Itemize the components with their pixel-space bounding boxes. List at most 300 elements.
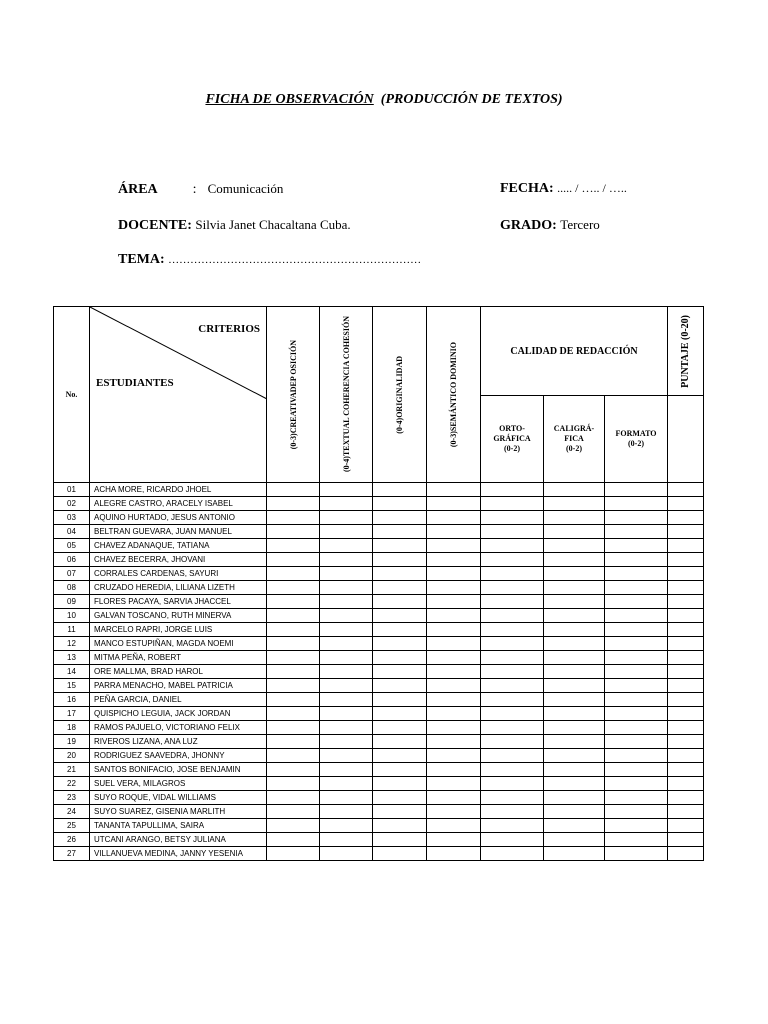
score-cell[interactable]	[267, 707, 320, 721]
score-cell[interactable]	[373, 623, 427, 637]
score-cell[interactable]	[320, 651, 373, 665]
score-cell[interactable]	[481, 525, 544, 539]
score-cell[interactable]	[481, 721, 544, 735]
row-number: 21	[54, 763, 90, 777]
table-row	[54, 679, 704, 693]
score-cell[interactable]	[544, 623, 605, 637]
table-row	[54, 791, 704, 805]
title-main: FICHA DE OBSERVACIÓN	[205, 92, 374, 107]
score-cell[interactable]	[373, 847, 427, 861]
score-cell[interactable]	[544, 511, 605, 525]
score-cell[interactable]	[605, 665, 668, 679]
sub-caligrafica-line2: FICA	[564, 434, 584, 443]
score-cell[interactable]	[668, 679, 704, 693]
score-cell[interactable]	[481, 637, 544, 651]
score-cell[interactable]	[267, 749, 320, 763]
score-cell[interactable]	[373, 679, 427, 693]
table-row	[54, 581, 704, 595]
score-cell[interactable]	[668, 553, 704, 567]
score-cell[interactable]	[373, 707, 427, 721]
score-cell[interactable]	[320, 707, 373, 721]
table-row	[54, 595, 704, 609]
score-cell[interactable]	[544, 581, 605, 595]
score-cell[interactable]	[267, 567, 320, 581]
sub-caligrafica-line1: CALIGRÁ-	[553, 424, 595, 433]
score-cell[interactable]	[427, 595, 481, 609]
score-cell[interactable]	[320, 735, 373, 749]
score-cell[interactable]	[544, 679, 605, 693]
score-cell[interactable]	[427, 497, 481, 511]
score-cell[interactable]	[267, 525, 320, 539]
score-cell[interactable]	[267, 581, 320, 595]
student-name: GALVAN TOSCANO, RUTH MINERVA	[90, 609, 267, 623]
score-cell[interactable]	[267, 497, 320, 511]
score-cell[interactable]	[481, 609, 544, 623]
score-cell[interactable]	[605, 735, 668, 749]
table-row	[54, 707, 704, 721]
table-row	[54, 763, 704, 777]
grado-value: Tercero	[560, 217, 600, 232]
score-cell[interactable]	[320, 693, 373, 707]
score-cell[interactable]	[373, 819, 427, 833]
row-number: 22	[54, 777, 90, 791]
score-cell[interactable]	[481, 553, 544, 567]
score-cell[interactable]	[544, 567, 605, 581]
score-cell[interactable]	[373, 483, 427, 497]
score-cell[interactable]	[544, 721, 605, 735]
table-row	[54, 637, 704, 651]
score-cell[interactable]	[267, 763, 320, 777]
score-cell[interactable]	[267, 847, 320, 861]
student-name: CHAVEZ ADANAQUE, TATIANA	[90, 539, 267, 553]
score-cell[interactable]	[320, 609, 373, 623]
score-cell[interactable]	[427, 833, 481, 847]
score-cell[interactable]	[544, 833, 605, 847]
score-cell[interactable]	[605, 833, 668, 847]
score-cell[interactable]	[481, 805, 544, 819]
score-cell[interactable]	[267, 595, 320, 609]
score-cell[interactable]	[481, 483, 544, 497]
score-cell[interactable]	[427, 525, 481, 539]
score-cell[interactable]	[320, 623, 373, 637]
row-number: 23	[54, 791, 90, 805]
row-number: 03	[54, 511, 90, 525]
score-cell[interactable]	[267, 651, 320, 665]
docente-label: DOCENTE:	[118, 218, 192, 233]
score-cell[interactable]	[320, 833, 373, 847]
score-cell[interactable]	[605, 525, 668, 539]
puntaje-sub-empty	[668, 396, 704, 483]
score-cell[interactable]	[427, 707, 481, 721]
score-cell[interactable]	[544, 483, 605, 497]
score-cell[interactable]	[427, 665, 481, 679]
score-cell[interactable]	[605, 497, 668, 511]
score-cell[interactable]	[267, 833, 320, 847]
score-cell[interactable]	[427, 749, 481, 763]
student-name: ALEGRE CASTRO, ARACELY ISABEL	[90, 497, 267, 511]
score-cell[interactable]	[267, 539, 320, 553]
score-cell[interactable]	[544, 497, 605, 511]
score-cell[interactable]	[668, 847, 704, 861]
row-number: 13	[54, 651, 90, 665]
estudiantes-label: ESTUDIANTES	[96, 377, 174, 389]
student-name: SANTOS BONIFACIO, JOSE BENJAMIN	[90, 763, 267, 777]
score-cell[interactable]	[481, 735, 544, 749]
score-cell[interactable]	[373, 665, 427, 679]
score-cell[interactable]	[605, 637, 668, 651]
score-cell[interactable]	[320, 763, 373, 777]
table-row	[54, 511, 704, 525]
score-cell[interactable]	[668, 567, 704, 581]
score-cell[interactable]	[373, 833, 427, 847]
score-cell[interactable]	[544, 847, 605, 861]
score-cell[interactable]	[320, 777, 373, 791]
score-cell[interactable]	[605, 749, 668, 763]
score-cell[interactable]	[668, 721, 704, 735]
score-cell[interactable]	[373, 763, 427, 777]
table-row	[54, 693, 704, 707]
score-cell[interactable]	[427, 581, 481, 595]
score-cell[interactable]	[668, 777, 704, 791]
row-number: 01	[54, 483, 90, 497]
col-originalidad	[373, 307, 427, 483]
area-label: ÁREA	[118, 182, 158, 197]
score-cell[interactable]	[427, 609, 481, 623]
score-cell[interactable]	[668, 581, 704, 595]
score-cell[interactable]	[668, 511, 704, 525]
score-cell[interactable]	[427, 777, 481, 791]
score-cell[interactable]	[427, 637, 481, 651]
score-cell[interactable]	[427, 805, 481, 819]
score-cell[interactable]	[320, 511, 373, 525]
student-name: CORRALES CARDENAS, SAYURI	[90, 567, 267, 581]
score-cell[interactable]	[544, 819, 605, 833]
score-cell[interactable]	[267, 609, 320, 623]
table-row	[54, 749, 704, 763]
score-cell[interactable]	[481, 567, 544, 581]
score-cell[interactable]	[481, 777, 544, 791]
score-cell[interactable]	[481, 679, 544, 693]
score-cell[interactable]	[605, 721, 668, 735]
score-cell[interactable]	[427, 791, 481, 805]
col-creatividad	[267, 307, 320, 483]
score-cell[interactable]	[544, 665, 605, 679]
score-cell[interactable]	[544, 791, 605, 805]
score-cell[interactable]	[320, 567, 373, 581]
student-name: SUEL VERA, MILAGROS	[90, 777, 267, 791]
score-cell[interactable]	[427, 651, 481, 665]
score-cell[interactable]	[605, 595, 668, 609]
tema-label: TEMA:	[118, 252, 165, 267]
student-name: TANANTA TAPULLIMA, SAIRA	[90, 819, 267, 833]
score-cell[interactable]	[373, 539, 427, 553]
score-cell[interactable]	[427, 483, 481, 497]
row-number: 14	[54, 665, 90, 679]
score-cell[interactable]	[605, 539, 668, 553]
table-row	[54, 721, 704, 735]
score-cell[interactable]	[320, 595, 373, 609]
score-cell[interactable]	[267, 721, 320, 735]
score-cell[interactable]	[668, 637, 704, 651]
row-number: 20	[54, 749, 90, 763]
table-row	[54, 483, 704, 497]
score-cell[interactable]	[267, 693, 320, 707]
score-cell[interactable]	[668, 539, 704, 553]
score-cell[interactable]	[605, 483, 668, 497]
score-cell[interactable]	[668, 735, 704, 749]
score-cell[interactable]	[320, 847, 373, 861]
score-cell[interactable]	[668, 651, 704, 665]
score-cell[interactable]	[544, 777, 605, 791]
score-cell[interactable]	[373, 777, 427, 791]
score-cell[interactable]	[481, 847, 544, 861]
score-cell[interactable]	[668, 805, 704, 819]
score-cell[interactable]	[373, 497, 427, 511]
score-cell[interactable]	[605, 581, 668, 595]
col-semantico-label: (0-3)SEMÁNTICO DOMINIO	[449, 341, 458, 448]
row-number: 06	[54, 553, 90, 567]
score-cell[interactable]	[605, 805, 668, 819]
col-puntaje-label: PUNTAJE (0-20)	[680, 314, 692, 388]
score-cell[interactable]	[427, 721, 481, 735]
score-cell[interactable]	[481, 833, 544, 847]
score-cell[interactable]	[373, 721, 427, 735]
score-cell[interactable]	[373, 511, 427, 525]
score-cell[interactable]	[373, 637, 427, 651]
score-cell[interactable]	[373, 553, 427, 567]
score-cell[interactable]	[605, 777, 668, 791]
score-cell[interactable]	[605, 819, 668, 833]
row-number: 05	[54, 539, 90, 553]
score-cell[interactable]	[544, 553, 605, 567]
score-cell[interactable]	[605, 567, 668, 581]
tema-value: ……………………………………………………………	[168, 254, 422, 266]
student-name: FLORES PACAYA, SARVIA JHACCEL	[90, 595, 267, 609]
score-cell[interactable]	[267, 553, 320, 567]
score-cell[interactable]	[320, 721, 373, 735]
score-cell[interactable]	[320, 525, 373, 539]
score-cell[interactable]	[373, 595, 427, 609]
table-row	[54, 735, 704, 749]
score-cell[interactable]	[605, 553, 668, 567]
no-header: No.	[54, 307, 90, 483]
score-cell[interactable]	[427, 735, 481, 749]
table-row	[54, 609, 704, 623]
score-cell[interactable]	[427, 623, 481, 637]
score-cell[interactable]	[668, 749, 704, 763]
score-cell[interactable]	[544, 749, 605, 763]
score-cell[interactable]	[373, 749, 427, 763]
score-cell[interactable]	[373, 735, 427, 749]
student-name: VILLANUEVA MEDINA, JANNY YESENIA	[90, 847, 267, 861]
score-cell[interactable]	[668, 833, 704, 847]
score-cell[interactable]	[481, 693, 544, 707]
score-cell[interactable]	[544, 735, 605, 749]
score-cell[interactable]	[320, 637, 373, 651]
score-cell[interactable]	[605, 651, 668, 665]
score-cell[interactable]	[267, 665, 320, 679]
score-cell[interactable]	[373, 693, 427, 707]
score-cell[interactable]	[373, 805, 427, 819]
col-originalidad-label: (0-4)ORIGINALIDAD	[395, 355, 404, 434]
score-cell[interactable]	[481, 763, 544, 777]
score-cell[interactable]	[427, 511, 481, 525]
score-cell[interactable]	[267, 511, 320, 525]
student-name: RODRIGUEZ SAAVEDRA, JHONNY	[90, 749, 267, 763]
score-cell[interactable]	[427, 847, 481, 861]
score-cell[interactable]	[320, 819, 373, 833]
student-name: SUYO ROQUE, VIDAL WILLIAMS	[90, 791, 267, 805]
score-cell[interactable]	[320, 497, 373, 511]
score-cell[interactable]	[605, 791, 668, 805]
score-cell[interactable]	[605, 609, 668, 623]
score-cell[interactable]	[544, 609, 605, 623]
score-cell[interactable]	[427, 819, 481, 833]
score-cell[interactable]	[481, 665, 544, 679]
col-coherencia-label: (0-4)TEXTUAL COHERENCIA COHESIÓN	[341, 316, 351, 473]
score-cell[interactable]	[605, 679, 668, 693]
sub-ortografica-line2: GRÁFICA	[493, 434, 531, 443]
score-cell[interactable]	[320, 679, 373, 693]
row-number: 18	[54, 721, 90, 735]
row-number: 24	[54, 805, 90, 819]
score-cell[interactable]	[373, 581, 427, 595]
student-name: PEÑA GARCIA, DANIEL	[90, 693, 267, 707]
score-cell[interactable]	[320, 749, 373, 763]
score-cell[interactable]	[544, 539, 605, 553]
student-name: RIVEROS LIZANA, ANA LUZ	[90, 735, 267, 749]
score-cell[interactable]	[544, 637, 605, 651]
score-cell[interactable]	[481, 581, 544, 595]
score-cell[interactable]	[320, 553, 373, 567]
score-cell[interactable]	[481, 819, 544, 833]
score-cell[interactable]	[267, 735, 320, 749]
table-row	[54, 805, 704, 819]
score-cell[interactable]	[427, 679, 481, 693]
score-cell[interactable]	[373, 609, 427, 623]
score-cell[interactable]	[427, 553, 481, 567]
row-number: 25	[54, 819, 90, 833]
score-cell[interactable]	[320, 805, 373, 819]
score-cell[interactable]	[605, 693, 668, 707]
score-cell[interactable]	[605, 763, 668, 777]
student-name: BELTRAN GUEVARA, JUAN MANUEL	[90, 525, 267, 539]
student-name: PARRA MENACHO, MABEL PATRICIA	[90, 679, 267, 693]
score-cell[interactable]	[320, 791, 373, 805]
sub-caligrafica-line3: (0-2)	[566, 444, 582, 453]
score-cell[interactable]	[544, 595, 605, 609]
score-cell[interactable]	[267, 623, 320, 637]
score-cell[interactable]	[427, 693, 481, 707]
score-cell[interactable]	[668, 595, 704, 609]
score-cell[interactable]	[373, 791, 427, 805]
table-row	[54, 833, 704, 847]
score-cell[interactable]	[481, 651, 544, 665]
score-cell[interactable]	[373, 651, 427, 665]
score-cell[interactable]	[481, 511, 544, 525]
score-cell[interactable]	[320, 539, 373, 553]
score-cell[interactable]	[668, 707, 704, 721]
sub-formato	[605, 396, 668, 483]
score-cell[interactable]	[668, 791, 704, 805]
table-row	[54, 553, 704, 567]
score-cell[interactable]	[481, 497, 544, 511]
score-cell[interactable]	[605, 847, 668, 861]
score-cell[interactable]	[427, 539, 481, 553]
score-cell[interactable]	[605, 707, 668, 721]
score-cell[interactable]	[427, 763, 481, 777]
score-cell[interactable]	[267, 791, 320, 805]
score-cell[interactable]	[668, 693, 704, 707]
score-cell[interactable]	[668, 497, 704, 511]
score-cell[interactable]	[267, 777, 320, 791]
score-cell[interactable]	[320, 581, 373, 595]
score-cell[interactable]	[544, 651, 605, 665]
grado-row	[500, 217, 600, 234]
row-number: 16	[54, 693, 90, 707]
score-cell[interactable]	[544, 805, 605, 819]
score-cell[interactable]	[267, 819, 320, 833]
score-cell[interactable]	[427, 567, 481, 581]
score-cell[interactable]	[605, 623, 668, 637]
score-cell[interactable]	[544, 763, 605, 777]
score-cell[interactable]	[668, 665, 704, 679]
score-cell[interactable]	[481, 791, 544, 805]
sub-ortografica	[481, 396, 544, 483]
score-cell[interactable]	[668, 623, 704, 637]
score-cell[interactable]	[481, 595, 544, 609]
score-cell[interactable]	[320, 665, 373, 679]
score-cell[interactable]	[605, 511, 668, 525]
score-cell[interactable]	[544, 693, 605, 707]
score-cell[interactable]	[544, 525, 605, 539]
score-cell[interactable]	[267, 637, 320, 651]
score-cell[interactable]	[668, 483, 704, 497]
fecha-label: FECHA:	[500, 181, 554, 196]
score-cell[interactable]	[481, 707, 544, 721]
score-cell[interactable]	[668, 609, 704, 623]
col-puntaje	[668, 307, 704, 396]
row-number: 08	[54, 581, 90, 595]
calidad-header: CALIDAD DE REDACCIÓN	[481, 307, 668, 396]
score-cell[interactable]	[373, 525, 427, 539]
score-cell[interactable]	[267, 805, 320, 819]
score-cell[interactable]	[481, 749, 544, 763]
score-cell[interactable]	[267, 679, 320, 693]
row-number: 17	[54, 707, 90, 721]
document-title	[0, 92, 768, 108]
student-name: AQUINO HURTADO, JESUS ANTONIO	[90, 511, 267, 525]
score-cell[interactable]	[320, 483, 373, 497]
student-name: ORE MALLMA, BRAD HAROL	[90, 665, 267, 679]
score-cell[interactable]	[373, 567, 427, 581]
score-cell[interactable]	[481, 539, 544, 553]
score-cell[interactable]	[668, 819, 704, 833]
docente-value: Silvia Janet Chacaltana Cuba.	[195, 217, 351, 232]
grado-label: GRADO:	[500, 218, 557, 233]
student-rows	[54, 483, 704, 861]
student-name: RAMOS PAJUELO, VICTORIANO FELIX	[90, 721, 267, 735]
student-name: MARCELO RAPRI, JORGE LUIS	[90, 623, 267, 637]
score-cell[interactable]	[668, 525, 704, 539]
table-row	[54, 665, 704, 679]
score-cell[interactable]	[544, 707, 605, 721]
score-cell[interactable]	[668, 763, 704, 777]
table-row	[54, 539, 704, 553]
score-cell[interactable]	[267, 483, 320, 497]
row-number: 26	[54, 833, 90, 847]
score-cell[interactable]	[481, 623, 544, 637]
